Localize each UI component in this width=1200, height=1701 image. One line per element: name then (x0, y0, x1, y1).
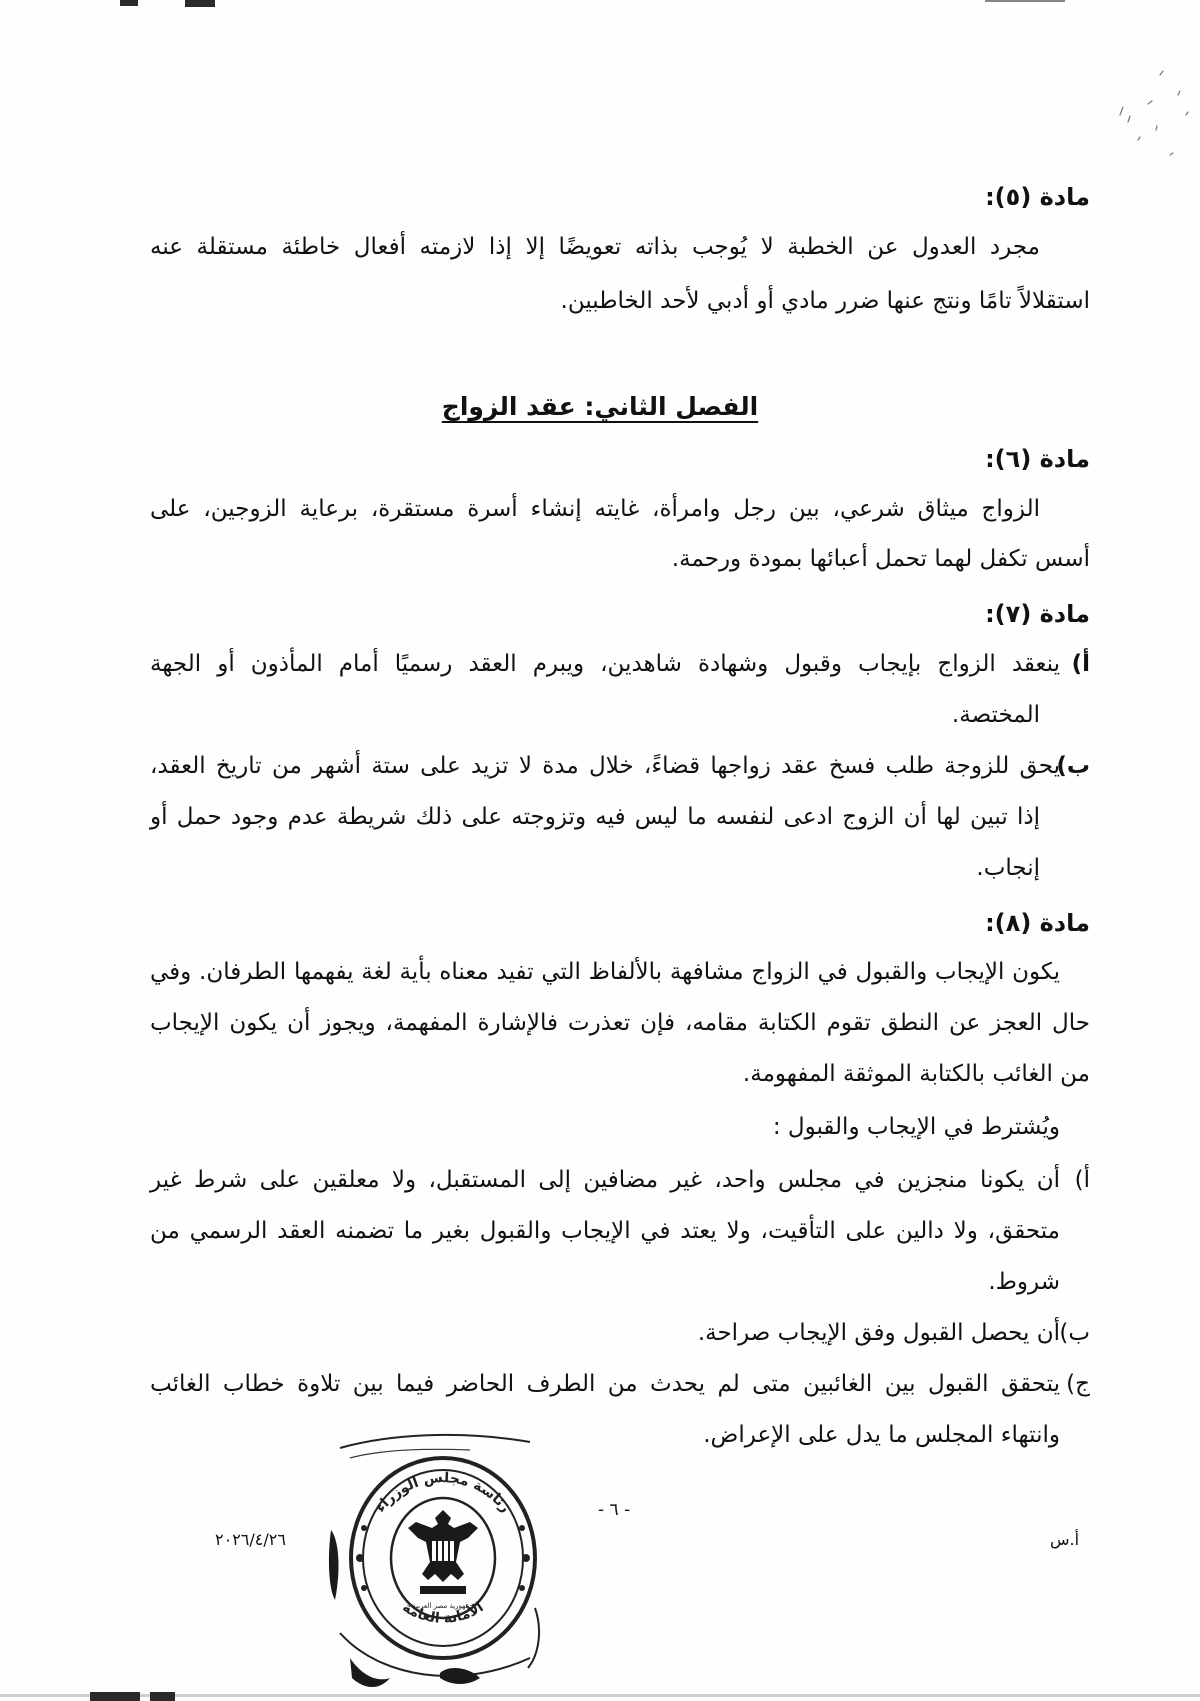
article-7-item-a-line-1: ينعقد الزواج بإيجاب وقبول وشهادة شاهدين، ويبرم العقد رسميًا أمام المأذون أو الجهة (150, 651, 1060, 677)
chapter-title: الفصل الثاني: عقد الزواج (441, 392, 759, 421)
footer-date: ٢٠٢٦/٤/٢٦ (215, 1530, 286, 1549)
article-7-item-a-line-2: المختصة. (951, 702, 1040, 728)
article-8-line-3: من الغائب بالكتابة الموثقة المفهومة. (742, 1061, 1090, 1087)
condition-b-line-1: أن يحصل القبول وفق الإيجاب صراحة. (697, 1320, 1060, 1346)
margin-scribbles (1060, 60, 1200, 170)
article-7-item-b-line-1: يحق للزوجة طلب فسخ عقد زواجها قضاءً، خلال مدة لا تزيد على ستة أشهر من تاريخ العقد، (150, 753, 1060, 779)
scan-mark-top (185, 0, 215, 7)
scan-mark-top-right (985, 0, 1065, 2)
article-5-line-2: استقلالاً تامًا ونتج عنها ضرر مادي أو أدبي لأحد الخاطبين. (560, 288, 1090, 314)
article-8-conditions-intro: ويُشترط في الإيجاب والقبول : (772, 1114, 1060, 1140)
scan-mark-bottom (0, 1694, 1200, 1697)
article-5-line-1: مجرد العدول عن الخطبة لا يُوجب بذاته تعويضًا إلا إذا لازمته أفعال خاطئة مستقلة عنه (150, 234, 1040, 260)
article-7-heading: مادة (٧): (985, 600, 1090, 628)
article-8-heading: مادة (٨): (985, 909, 1090, 937)
condition-c-marker: ج) (1066, 1371, 1090, 1397)
article-7-item-b-marker: ب) (1056, 753, 1090, 779)
page-number: - ٦ - (598, 1500, 631, 1520)
article-7-item-b-line-2: إذا تبين لها أن الزوج ادعى لنفسه ما ليس فيه وتزوجته على ذلك شريطة عدم وجود حمل أو (150, 804, 1040, 830)
condition-a-line-3: شروط. (988, 1269, 1060, 1295)
article-5-heading: مادة (٥): (985, 183, 1090, 211)
seal-bottom-text: الأمانة العامة (399, 1599, 487, 1627)
article-6-heading: مادة (٦): (985, 445, 1090, 473)
article-8-line-2: حال العجز عن النطق تقوم الكتابة مقامه، فإن تعذرت فالإشارة المفهمة، ويجوز أن يكون الإيجاب (150, 1010, 1090, 1036)
condition-b-marker: ب) (1059, 1320, 1090, 1346)
article-7-item-b-line-3: إنجاب. (976, 855, 1040, 881)
article-7-item-a-marker: أ) (1071, 651, 1090, 677)
official-seal-stamp (320, 1428, 565, 1698)
condition-a-line-2: متحقق، ولا دالين على التأقيت، ولا يعتد في الإيجاب والقبول بغير ما تضمنه العقد الرسمي من (150, 1218, 1060, 1244)
article-6-line-2: أسس تكفل لهما تحمل أعبائها بمودة ورحمة. (671, 546, 1090, 572)
condition-a-line-1: أن يكونا منجزين في مجلس واحد، غير مضافين إلى المستقبل، ولا معلقين على شرط غير (150, 1167, 1060, 1193)
scan-mark-top-left (120, 0, 138, 6)
scan-mark-bottom-left (90, 1692, 140, 1701)
condition-c-line-2: وانتهاء المجلس ما يدل على الإعراض. (703, 1422, 1060, 1448)
article-6-line-1: الزواج ميثاق شرعي، بين رجل وامرأة، غايته إنشاء أسرة مستقرة، برعاية الزوجين، على (150, 496, 1040, 522)
footer-initials: أ.س (1050, 1530, 1080, 1549)
condition-c-line-1: يتحقق القبول بين الغائبين متى لم يحدث من الطرف الحاضر فيما بين تلاوة خطاب الغائب (150, 1371, 1060, 1397)
svg-text:رئاسة مجلس الوزراء (372, 1470, 513, 1516)
ink-blot-decoration (325, 1530, 343, 1600)
scan-mark-bottom-mid (150, 1692, 175, 1701)
seal-inner-text: جمهورية مصر العربية (412, 1602, 474, 1610)
article-8-line-1: يكون الإيجاب والقبول في الزواج مشافهة بالألفاظ التي تفيد معناه بأية لغة يفهمها الطرفان. وفي (150, 959, 1060, 985)
condition-a-marker: أ) (1074, 1167, 1090, 1193)
seal-top-text: رئاسة مجلس الوزراء (372, 1469, 514, 1516)
